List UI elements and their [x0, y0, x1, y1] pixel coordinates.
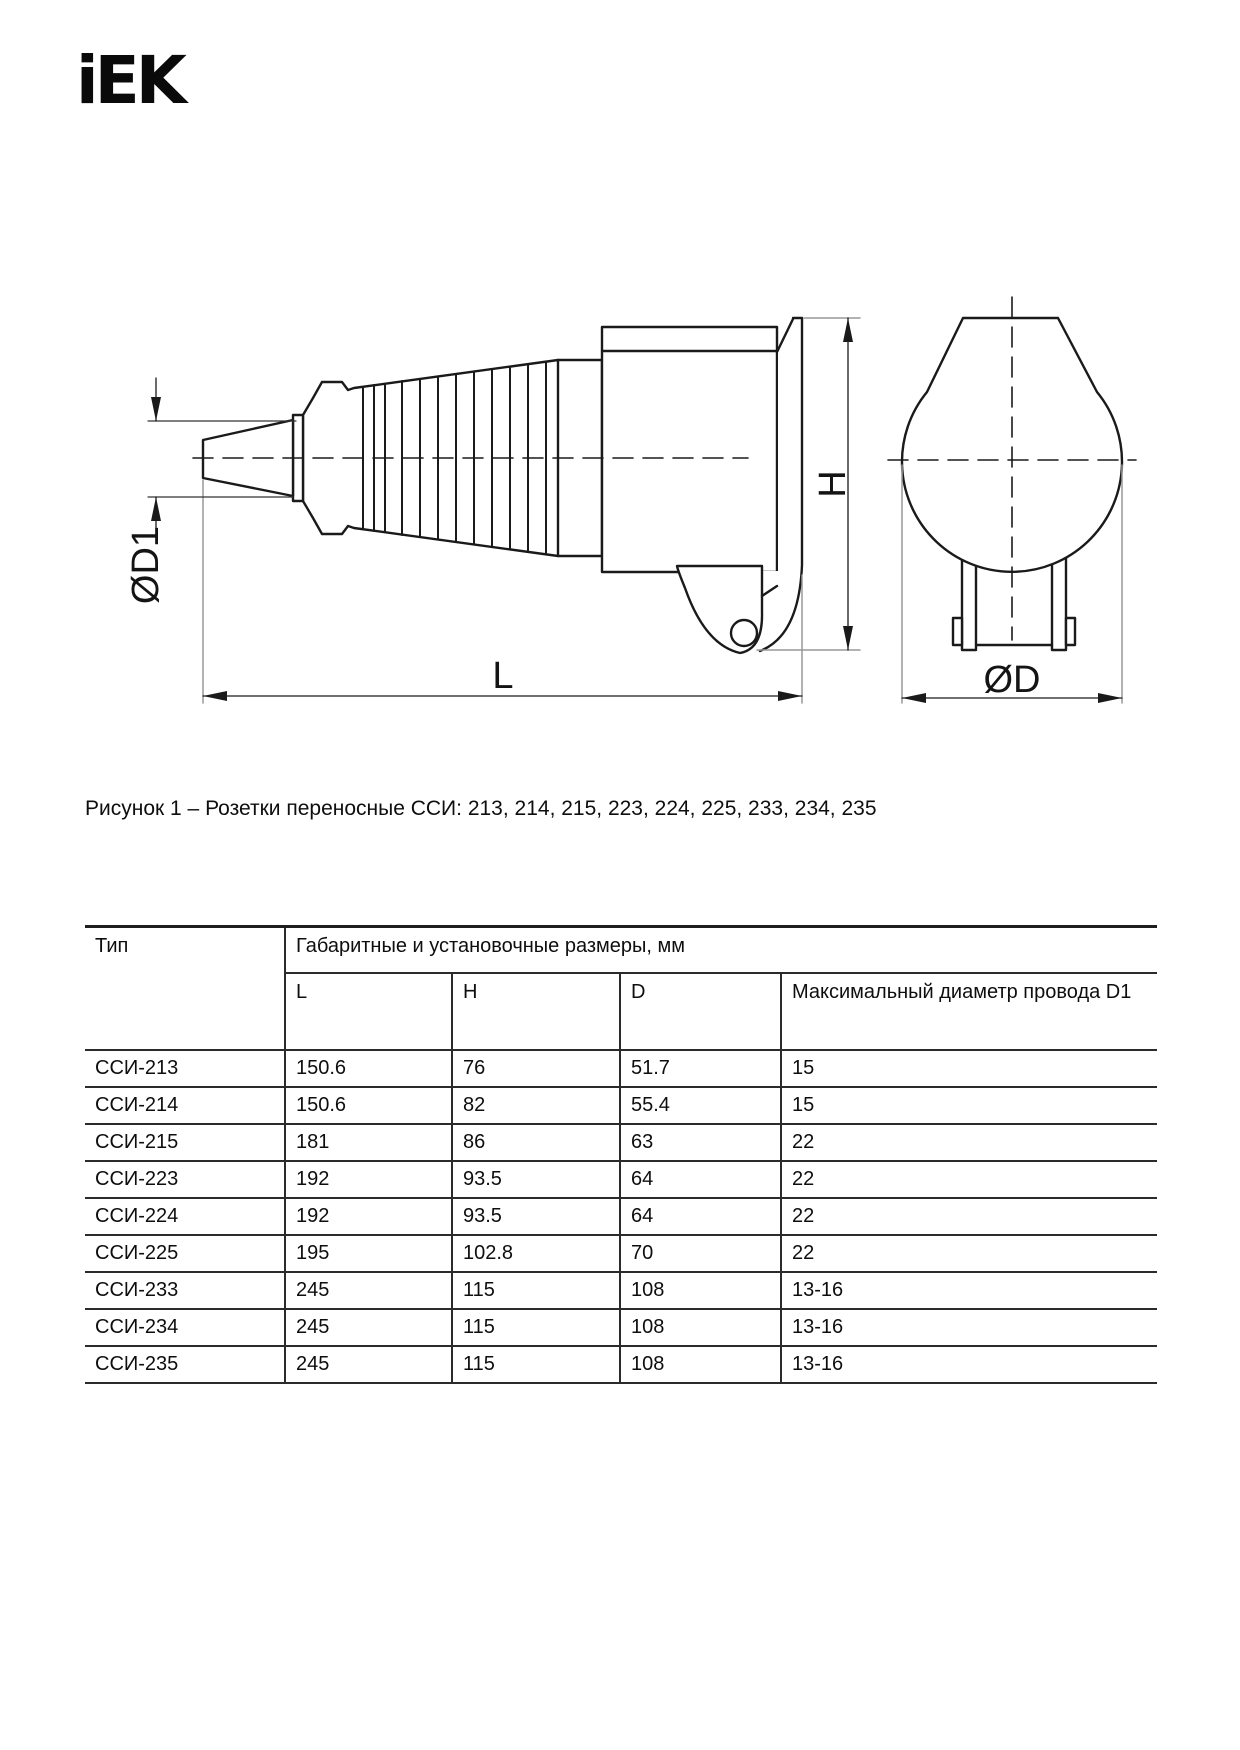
cell-type: ССИ-233: [85, 1272, 285, 1309]
cell-d: 55.4: [620, 1087, 781, 1124]
latch-hole: [731, 620, 757, 646]
front-leg-right: [1052, 552, 1066, 650]
cell-d1: 13-16: [781, 1346, 1157, 1383]
arrow-l-right: [778, 691, 802, 701]
cell-d: 64: [620, 1198, 781, 1235]
arrow-h-up: [843, 318, 853, 342]
cell-d1: 15: [781, 1050, 1157, 1087]
arrow-d1-up: [151, 497, 161, 521]
front-tab-right: [1066, 618, 1075, 645]
cell-type: ССИ-234: [85, 1309, 285, 1346]
table-body: [85, 1050, 1157, 1383]
cell-d1: 13-16: [781, 1309, 1157, 1346]
cell-type: ССИ-235: [85, 1346, 285, 1383]
arrow-d1-down: [151, 397, 161, 421]
housing-rect: [602, 327, 777, 572]
cell-h: 93.5: [452, 1198, 620, 1235]
table-row: [85, 1161, 1157, 1198]
label-d: ØD: [983, 659, 1041, 701]
cell-h: 115: [452, 1346, 620, 1383]
cell-d: 51.7: [620, 1050, 781, 1087]
cell-type: ССИ-215: [85, 1124, 285, 1161]
cell-l: 150.6: [285, 1050, 452, 1087]
table-row: [85, 1087, 1157, 1124]
cell-d1: 22: [781, 1235, 1157, 1272]
iek-logo: iEK: [76, 42, 183, 119]
arrow-d-left: [902, 693, 926, 703]
front-leg-left: [962, 552, 976, 650]
col-header-h: H: [452, 973, 620, 1050]
label-d1: ØD1: [125, 525, 167, 605]
side-view: [203, 318, 802, 653]
cable-gland-nozzle: [203, 420, 293, 496]
cell-l: 181: [285, 1124, 452, 1161]
col-header-d1: Максимальный диаметр провода D1: [781, 973, 1157, 1050]
figure-caption: Рисунок 1 – Розетки переносные ССИ: 213, 214, 215, 223, 224, 225, 233, 234, 235: [85, 797, 877, 820]
col-header-d: D: [620, 973, 781, 1050]
col-header-l: L: [285, 973, 452, 1050]
header-row-1: [85, 927, 1157, 974]
table-row: [85, 1198, 1157, 1235]
cell-d: 108: [620, 1346, 781, 1383]
cell-type: ССИ-225: [85, 1235, 285, 1272]
table-header: [85, 927, 1157, 1051]
cell-l: 195: [285, 1235, 452, 1272]
cell-h: 82: [452, 1087, 620, 1124]
table-row: [85, 1309, 1157, 1346]
cell-d: 63: [620, 1124, 781, 1161]
cell-d: 108: [620, 1309, 781, 1346]
cell-d1: 13-16: [781, 1272, 1157, 1309]
arrow-d-right: [1098, 693, 1122, 703]
label-h: H: [812, 470, 854, 498]
table-row: [85, 1346, 1157, 1383]
table-row: [85, 1124, 1157, 1161]
figure-drawing: [0, 0, 1240, 760]
cell-l: 192: [285, 1198, 452, 1235]
cell-type: ССИ-223: [85, 1161, 285, 1198]
cell-l: 245: [285, 1272, 452, 1309]
table-row: [85, 1235, 1157, 1272]
cell-type: ССИ-213: [85, 1050, 285, 1087]
cell-h: 115: [452, 1309, 620, 1346]
cell-d: 70: [620, 1235, 781, 1272]
front-body-outline: [902, 318, 1122, 572]
cell-d1: 22: [781, 1124, 1157, 1161]
cell-h: 93.5: [452, 1161, 620, 1198]
cell-d: 64: [620, 1161, 781, 1198]
cell-type: ССИ-224: [85, 1198, 285, 1235]
cell-h: 115: [452, 1272, 620, 1309]
cell-l: 245: [285, 1309, 452, 1346]
cell-h: 102.8: [452, 1235, 620, 1272]
cell-d: 108: [620, 1272, 781, 1309]
cell-l: 150.6: [285, 1087, 452, 1124]
cell-h: 76: [452, 1050, 620, 1087]
dimensions-table: [85, 925, 1157, 1384]
front-tab-left: [953, 618, 962, 645]
label-l: L: [492, 655, 514, 697]
col-header-type: Тип: [85, 927, 285, 1051]
cell-h: 86: [452, 1124, 620, 1161]
cell-d1: 22: [781, 1161, 1157, 1198]
cell-d1: 15: [781, 1087, 1157, 1124]
cell-d1: 22: [781, 1198, 1157, 1235]
arrow-h-down: [843, 626, 853, 650]
arrow-l-left: [203, 691, 227, 701]
table-row: [85, 1272, 1157, 1309]
cell-l: 192: [285, 1161, 452, 1198]
cell-type: ССИ-214: [85, 1087, 285, 1124]
col-header-group: Габаритные и установочные размеры, мм: [285, 927, 1157, 974]
cell-l: 245: [285, 1346, 452, 1383]
table-row: [85, 1050, 1157, 1087]
